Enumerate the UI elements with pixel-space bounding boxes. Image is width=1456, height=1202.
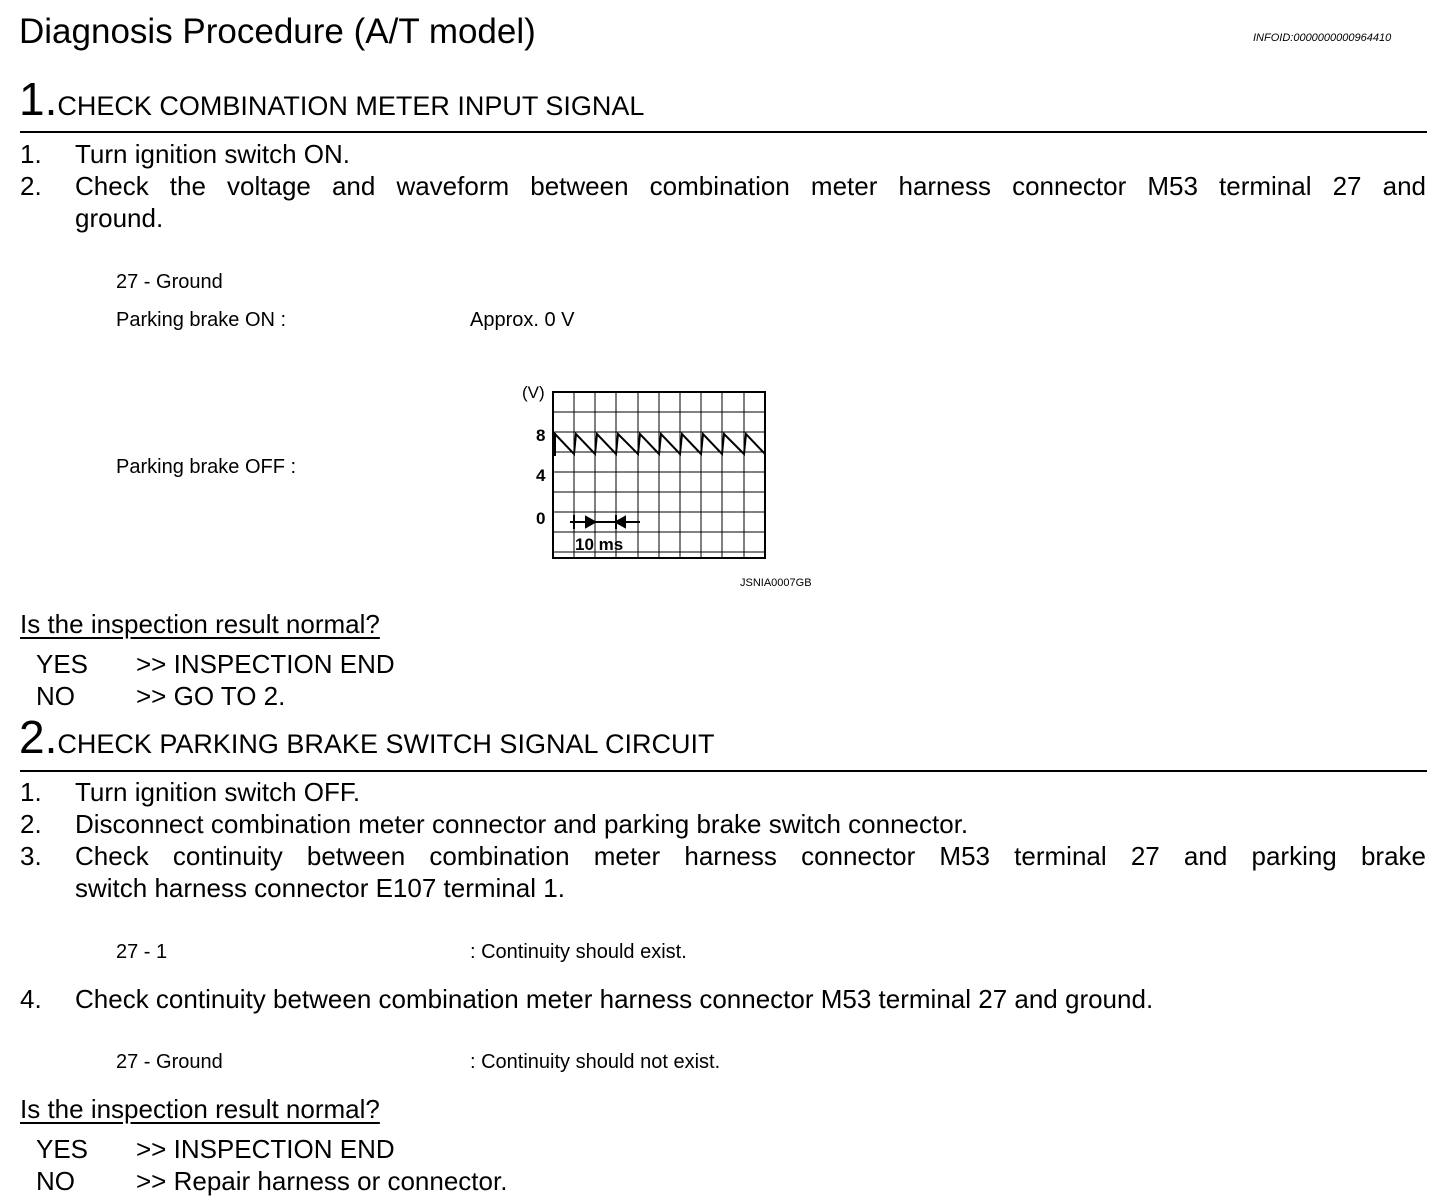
list-item-text: Check continuity between combination meter harness connector M53 terminal 27 and parking brake xyxy=(75,841,1426,871)
list-item-text-continued: ground. xyxy=(75,203,164,233)
y-tick-label: 8 xyxy=(536,426,546,445)
figure-id: JSNIA0007GB xyxy=(740,577,812,589)
step-2-heading xyxy=(19,711,715,763)
list-item-number: 2. xyxy=(20,809,42,839)
spec-value: : Continuity should not exist. xyxy=(470,1051,721,1073)
step-title: CHECK COMBINATION METER INPUT SIGNAL xyxy=(57,91,645,121)
y-tick-label: 0 xyxy=(536,509,546,528)
spec-condition-label: Parking brake ON : xyxy=(116,309,287,331)
answer-action: >> INSPECTION END xyxy=(136,1134,395,1164)
spec-terminal-label: 27 - Ground xyxy=(116,271,223,293)
list-item-text: Disconnect combination meter connector and parking brake switch connector. xyxy=(75,809,969,839)
step-1-heading xyxy=(19,73,645,125)
step-number: 1. xyxy=(19,73,58,125)
list-item-text: Check the voltage and waveform between combination meter harness connector M53 terminal 27 and xyxy=(75,171,1426,201)
list-item-number: 2. xyxy=(20,171,42,201)
step-number: 2. xyxy=(19,711,58,763)
section-divider xyxy=(20,770,1427,772)
info-id: INFOID:0000000000964410 xyxy=(1253,32,1392,44)
waveform-figure xyxy=(500,376,840,592)
answer-key: NO xyxy=(36,681,75,711)
section-divider xyxy=(20,131,1427,133)
step-title: CHECK PARKING BRAKE SWITCH SIGNAL CIRCUIT xyxy=(57,729,715,759)
answer-key: YES xyxy=(36,1134,89,1164)
axis-unit-label: (V) xyxy=(522,383,545,402)
list-item-text: Turn ignition switch ON. xyxy=(75,139,351,169)
answer-action: >> Repair harness or connector. xyxy=(136,1166,508,1196)
list-item-number: 1. xyxy=(20,777,42,807)
spec-terminal-label: 27 - Ground xyxy=(116,1051,223,1073)
answer-action: >> INSPECTION END xyxy=(136,649,395,679)
list-item-number: 3. xyxy=(20,841,42,871)
page-title: Diagnosis Procedure (A/T model) xyxy=(19,12,536,51)
answer-key: NO xyxy=(36,1166,75,1196)
y-tick-label: 4 xyxy=(536,466,546,485)
answer-key: YES xyxy=(36,649,89,679)
spec-value: Approx. 0 V xyxy=(470,309,575,331)
spec-condition-label: Parking brake OFF : xyxy=(116,456,297,478)
list-item-text: Turn ignition switch OFF. xyxy=(75,777,361,807)
spec-terminal-label: 27 - 1 xyxy=(116,941,168,963)
list-item-number: 1. xyxy=(20,139,42,169)
spec-value: : Continuity should exist. xyxy=(470,941,687,963)
inspection-question: Is the inspection result normal? xyxy=(20,609,380,639)
time-scale-label: 10 ms xyxy=(575,535,624,554)
list-item-number: 4. xyxy=(20,984,42,1014)
waveform-graph xyxy=(500,376,840,592)
inspection-question: Is the inspection result normal? xyxy=(20,1094,380,1124)
list-item-text-continued: switch harness connector E107 terminal 1. xyxy=(75,873,565,903)
answer-action: >> GO TO 2. xyxy=(136,681,286,711)
list-item-text: Check continuity between combination meter harness connector M53 terminal 27 and ground. xyxy=(75,984,1154,1014)
